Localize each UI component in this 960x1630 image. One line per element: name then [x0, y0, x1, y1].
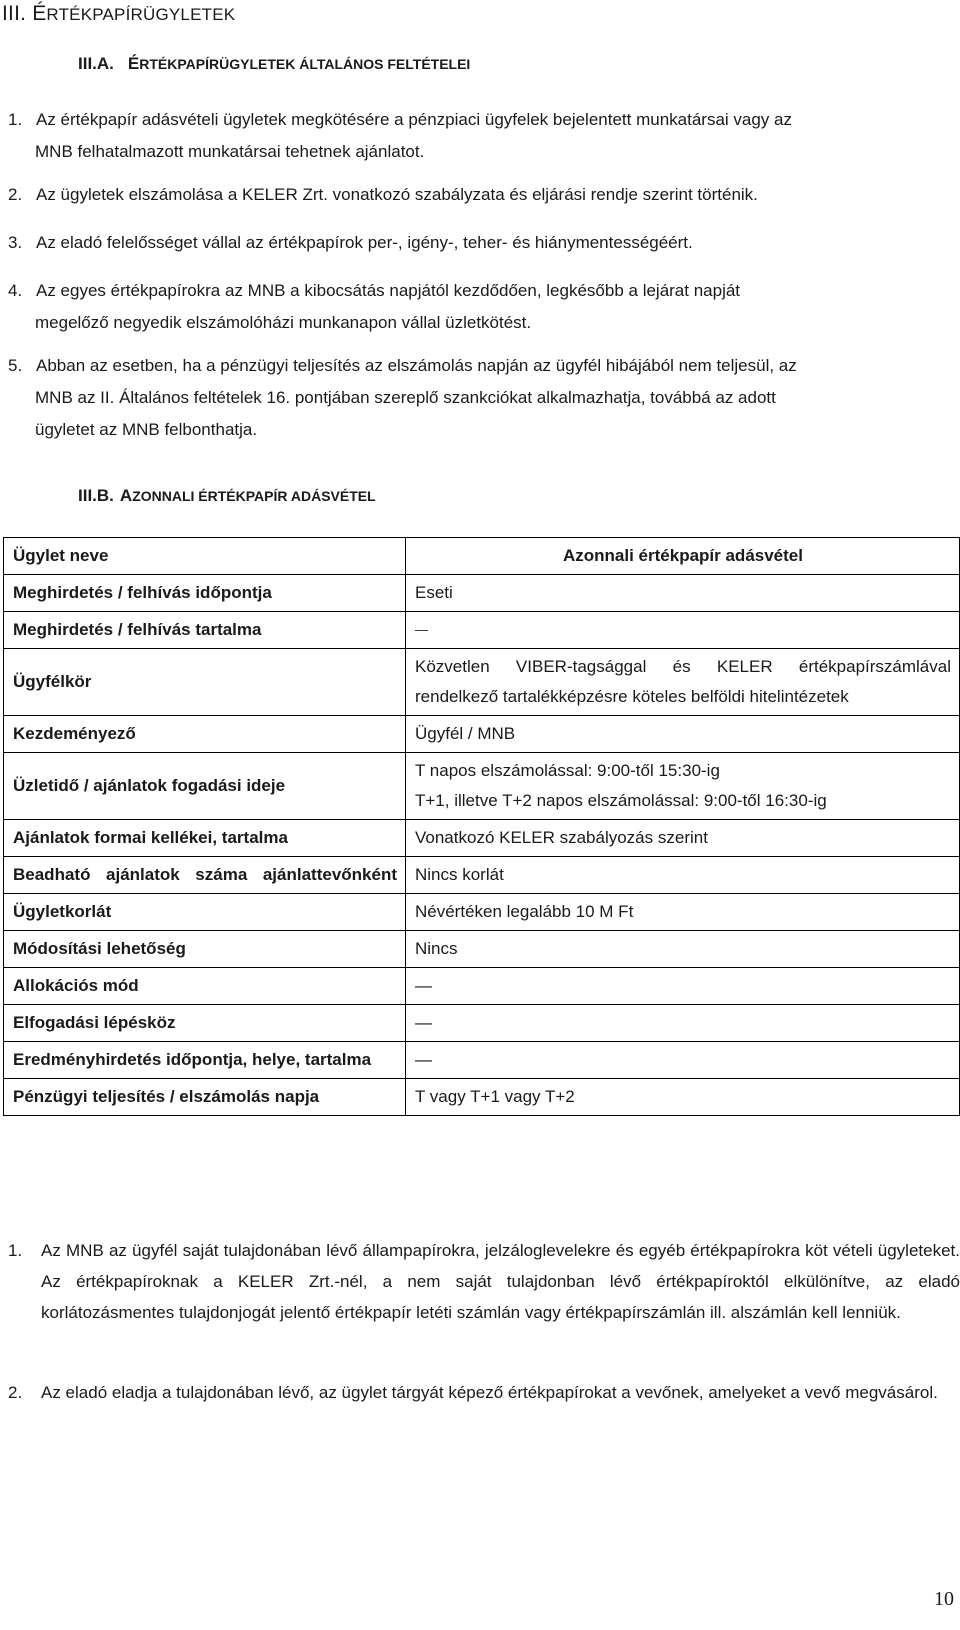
table-row: [4, 716, 960, 753]
term-text-line: MNB felhatalmazott munkatársai tehetnek ajánlatot.: [35, 142, 425, 161]
row-label: Meghirdetés / felhívás tartalma: [4, 612, 406, 649]
row-value: Eseti: [406, 575, 960, 612]
subsection-title-rest: ZONNALI ÉRTÉKPAPÍR ADÁSVÉTEL: [132, 488, 376, 504]
table-row: [4, 820, 960, 857]
general-term-2: [8, 179, 958, 211]
general-term-1: [8, 104, 958, 168]
note-number: 2.: [8, 1383, 23, 1402]
table-header-label: Ügylet neve: [4, 538, 406, 575]
term-number: 2.: [8, 185, 23, 204]
row-label: Eredményhirdetés időpontja, helye, tartalma: [4, 1042, 406, 1079]
row-label: Módosítási lehetőség: [4, 931, 406, 968]
table-row: [4, 857, 960, 894]
row-label: Allokációs mód: [4, 968, 406, 1005]
table-header-row: [4, 538, 960, 575]
general-term-5: [8, 350, 958, 446]
term-text-line: MNB az II. Általános feltételek 16. pontjában szereplő szankciókat alkalmazhatja, továbbá az adott: [35, 388, 776, 407]
term-text-line: Az értékpapír adásvételi ügyletek megkötésére a pénzpiaci ügyfelek bejelentett munkatársai vagy az: [36, 110, 792, 129]
table-row: [4, 753, 960, 820]
row-value: Névértéken legalább 10 M Ft: [406, 894, 960, 931]
row-value: —: [406, 1005, 960, 1042]
row-value: Közvetlen VIBER-tagsággal és KELER értékpapírszámlával rendelkező tartalékképzésre köteles belföldi hitelintézetek: [406, 649, 960, 716]
table-row: [4, 1079, 960, 1116]
row-value: Ügyfél / MNB: [406, 716, 960, 753]
section-number: III.: [2, 2, 27, 25]
row-value: —: [406, 612, 960, 649]
subsection-title-rest: RTÉKPAPÍRÜGYLETEK ÁLTALÁNOS FELTÉTELEI: [139, 56, 471, 72]
table-note-2: [8, 1377, 960, 1408]
row-value-line: T napos elszámolással: 9:00-től 15:30-ig: [415, 761, 720, 780]
term-text-line: Az ügyletek elszámolása a KELER Zrt. vonatkozó szabályzata és eljárási rendje szerint történik.: [36, 185, 758, 204]
page-number: 10: [934, 1588, 954, 1610]
row-label: Pénzügyi teljesítés / elszámolás napja: [4, 1079, 406, 1116]
term-text-line: megelőző negyedik elszámolóházi munkanapon vállal üzletkötést.: [35, 313, 532, 332]
table-note-1: [8, 1235, 960, 1328]
row-label: Üzletidő / ajánlatok fogadási ideje: [4, 753, 406, 820]
term-text-line: Az egyes értékpapírokra az MNB a kibocsátás napjától kezdődően, legkésőbb a lejárat napját: [36, 281, 741, 300]
row-value: Nincs: [406, 931, 960, 968]
subsection-heading-b: [78, 486, 376, 506]
subsection-title-initial: A: [119, 486, 133, 505]
table-row: [4, 612, 960, 649]
note-text: Az MNB az ügyfél saját tulajdonában lévő állampapírokra, jelzáloglevelekre és egyéb értékpapírokra köt vételi ügyleteket. Az értékpapíroknak a KELER Zrt.-nél, a nem saját tulajdonban lévő értékpapíroktól elkülönítve, az eladó korlátozásmentes tulajdonjogát jelentő értékpapír letéti számlán vagy értékpapírszámlán ill. alszámlán kell lenniük.: [41, 1241, 960, 1322]
subsection-title-initial: É: [127, 54, 140, 73]
row-label: Ügyfélkör: [4, 649, 406, 716]
note-number: 1.: [8, 1241, 23, 1260]
term-number: 5.: [8, 356, 23, 375]
row-label: Elfogadási lépésköz: [4, 1005, 406, 1042]
term-number: 4.: [8, 281, 23, 300]
table-row: [4, 1005, 960, 1042]
general-term-3: [8, 227, 958, 259]
row-value: Vonatkozó KELER szabályozás szerint: [406, 820, 960, 857]
row-value-line: T+1, illetve T+2 napos elszámolással: 9:00-től 16:30-ig: [415, 791, 827, 810]
row-value: Nincs korlát: [406, 857, 960, 894]
row-label: Ügyletkorlát: [4, 894, 406, 931]
deal-terms-table: [3, 537, 960, 1116]
section-heading: [2, 2, 235, 26]
row-label: Beadható ajánlatok száma ajánlattevőnként: [4, 857, 406, 894]
general-term-4: [8, 275, 958, 339]
table-row: [4, 894, 960, 931]
section-title-initial: É: [32, 2, 47, 25]
row-label: Meghirdetés / felhívás időpontja: [4, 575, 406, 612]
subsection-number: III.A.: [78, 54, 114, 73]
row-value-multi: [406, 753, 960, 820]
table-row: [4, 968, 960, 1005]
section-title-rest: RTÉKPAPÍRÜGYLETEK: [46, 5, 236, 24]
subsection-number: III.B.: [78, 486, 114, 505]
term-number: 1.: [8, 110, 23, 129]
row-value: T vagy T+1 vagy T+2: [406, 1079, 960, 1116]
row-value: —: [406, 1042, 960, 1079]
table-row: [4, 649, 960, 716]
row-label: Kezdeményező: [4, 716, 406, 753]
table-row: [4, 931, 960, 968]
note-text: Az eladó eladja a tulajdonában lévő, az ügylet tárgyát képező értékpapírokat a vevőnek, amelyeket a vevő megvásárol.: [41, 1383, 938, 1402]
term-number: 3.: [8, 233, 23, 252]
row-value: —: [406, 968, 960, 1005]
subsection-heading-a: [78, 54, 470, 74]
table-row: [4, 1042, 960, 1079]
term-text-line: Az eladó felelősséget vállal az értékpapírok per-, igény-, teher- és hiánymentességéért.: [36, 233, 693, 252]
table-row: [4, 575, 960, 612]
term-text-line: ügyletet az MNB felbonthatja.: [35, 420, 258, 439]
term-text-line: Abban az esetben, ha a pénzügyi teljesítés az elszámolás napján az ügyfél hibájából nem teljesül, az: [36, 356, 797, 375]
row-label: Ajánlatok formai kellékei, tartalma: [4, 820, 406, 857]
table-header-value: Azonnali értékpapír adásvétel: [406, 538, 960, 575]
